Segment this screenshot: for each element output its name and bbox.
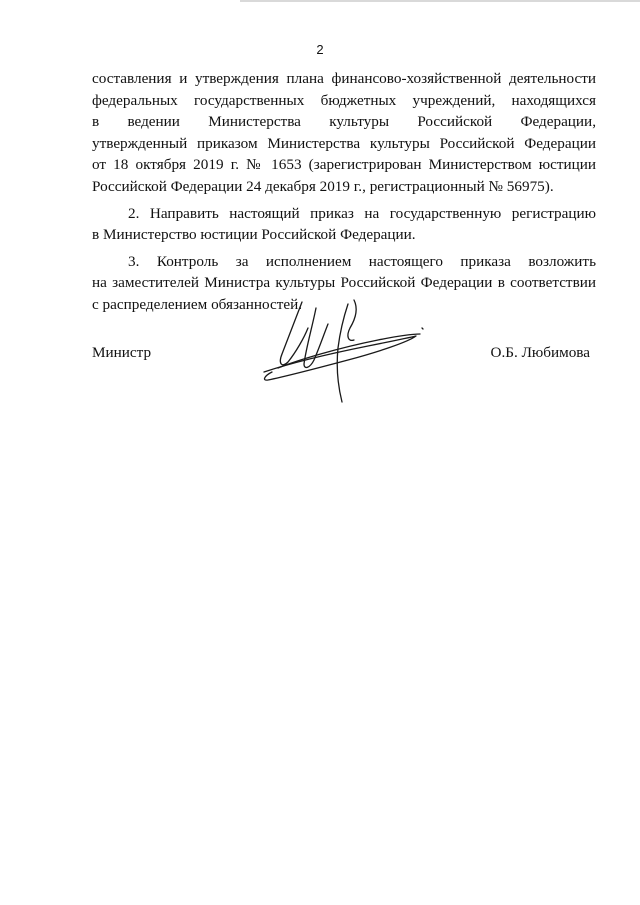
signatory-name: О.Б. Любимова: [490, 344, 590, 361]
text-line: утвержденный приказом Министерства культуры Российской Федерации: [92, 134, 596, 152]
text-line: на заместителей Министра культуры Российской Федерации в соответствии: [92, 274, 596, 292]
page-number: 2: [316, 42, 324, 57]
document-body: [92, 68, 596, 316]
text-line: в ведении Министерства культуры Российской Федерации,: [92, 113, 596, 131]
text-line: в Министерство юстиции Российской Федерации.: [92, 226, 416, 244]
text-line: Российской Федерации 24 декабря 2019 г., регистрационный № 56975).: [92, 177, 554, 195]
text-line: с распределением обязанностей.: [92, 295, 303, 313]
text-line: 2. Направить настоящий приказ на государственную регистрацию: [128, 204, 596, 222]
scan-edge: [240, 0, 640, 2]
text-line: федеральных государственных бюджетных учреждений, находящихся: [92, 91, 596, 109]
text-line: от 18 октября 2019 г. № 1653 (зарегистрирован Министерством юстиции: [92, 156, 596, 174]
paragraph-1: [92, 68, 596, 198]
text-line: составления и утверждения плана финансово-хозяйственной деятельности: [92, 70, 596, 87]
handwritten-signature: [258, 298, 428, 408]
signatory-role: Министр: [92, 344, 152, 361]
text-line: 3. Контроль за исполнением настоящего приказа возложить: [128, 252, 596, 270]
paragraph-2: [92, 203, 596, 246]
